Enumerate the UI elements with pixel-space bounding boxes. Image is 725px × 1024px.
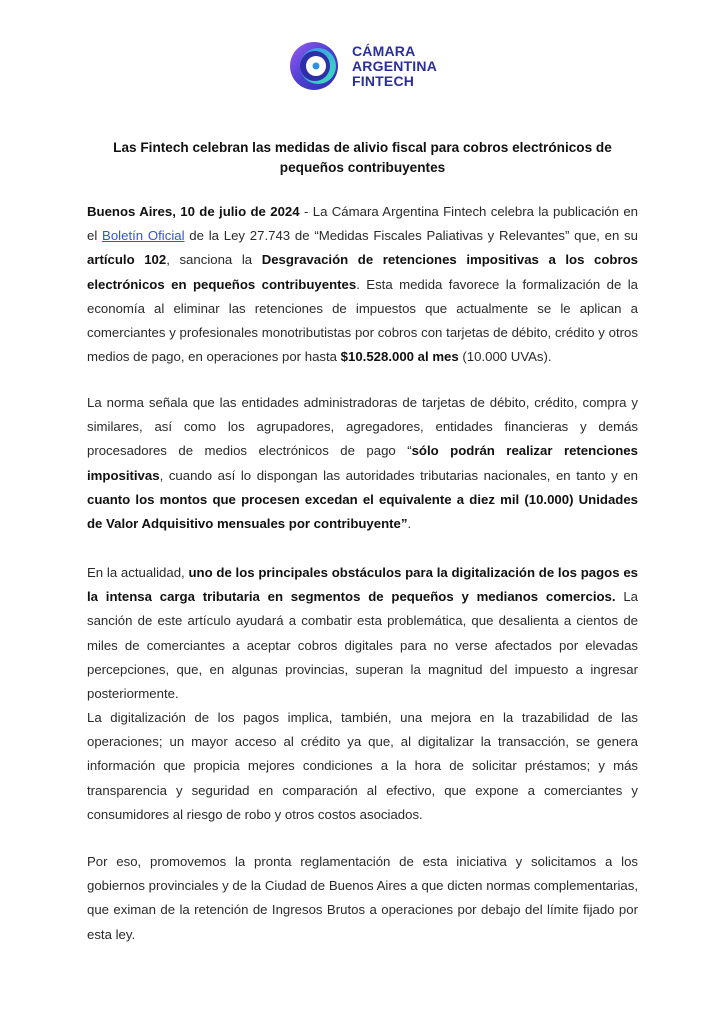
text: , sanciona la bbox=[166, 252, 262, 268]
bold-text: Desgravación de retenciones impositivas a los cobros electrónicos en pequeños contribuyentes bbox=[87, 252, 638, 292]
logo bbox=[287, 38, 467, 94]
paragraph-actualidad bbox=[87, 561, 638, 706]
bold-text: uno de los principales obstáculos para la digitalización de los pagos es la intensa carga tributaria en segmentos de pequeños y medianos comercios. bbox=[87, 565, 638, 605]
camara-fintech-logo-icon bbox=[287, 38, 343, 94]
text: - La Cámara Argentina Fintech celebra la publicación en el bbox=[87, 204, 638, 244]
logo-line-3: FINTECH bbox=[352, 72, 415, 89]
bold-text: artículo 102 bbox=[87, 252, 167, 268]
logo-line-1: CÁMARA bbox=[352, 42, 416, 59]
paragraph-conclusion bbox=[87, 850, 638, 947]
dateline: Buenos Aires, 10 de julio de 2024 bbox=[87, 204, 300, 219]
text: En la actualidad, bbox=[87, 565, 189, 580]
text: La digitalización de los pagos implica, también, una mejora en la trazabilidad de las operaciones; un mayor acceso al crédito ya que, al digitalizar la transacción, se genera información que propicia mejores condiciones a la hora de solicitar préstamos; y más transparencia y seguridad en comparación al efectivo, que expone a comerciantes y consumidores al riesgo de robo y otros costos asociados. bbox=[87, 710, 638, 822]
bold-text: cuanto los montos que procesen excedan el equivalente a diez mil (10.000) Unidades de Valor Adquisitivo mensuales por contribuyente” bbox=[87, 491, 638, 532]
bold-text: $10.528.000 al mes bbox=[340, 349, 459, 365]
logo-wordmark bbox=[352, 44, 437, 89]
paragraph-digitalizacion bbox=[87, 706, 638, 827]
paragraph-intro bbox=[87, 200, 638, 369]
text: (10.000 UVAs). bbox=[458, 349, 552, 365]
text: La sanción de este artículo ayudará a combatir esta problemática, que desalienta a cientos de miles de comerciantes a aceptar cobros digitales para no verse afectados por elevadas percepciones, que, en algunas provincias, superan la magnitud del impuesto a ingresar posteriormente. bbox=[87, 589, 638, 702]
logo-line-2: ARGENTINA bbox=[352, 57, 438, 74]
text: . bbox=[407, 516, 412, 532]
text: de la Ley 27.743 de “Medidas Fiscales Paliativas y Relevantes” que, en su bbox=[184, 228, 638, 244]
bold-text: sólo podrán realizar retenciones impositivas bbox=[87, 443, 638, 483]
paragraph-norma bbox=[87, 391, 638, 536]
text: Por eso, promovemos la pronta reglamentación de esta iniciativa y solicitamos a los gobiernos provinciales y de la Ciudad de Buenos Aires a que dicten normas complementarias, que eximan de la retención de Ingresos Brutos a operaciones por debajo del límite fijado por esta ley. bbox=[87, 854, 638, 942]
text: La norma señala que las entidades administradoras de tarjetas de débito, crédito, compra y similares, así como los agrupadores, agregadores, entidades financieras y demás procesadores de medios electrónicos de pago “ bbox=[87, 395, 638, 459]
text: , cuando así lo dispongan las autoridades tributarias nacionales, en tanto y en bbox=[159, 467, 638, 483]
page-title: Las Fintech celebran las medidas de alivio fiscal para cobros electrónicos de pequeños contribuyentes bbox=[113, 140, 612, 175]
boletin-oficial-link[interactable]: Boletín Oficial bbox=[102, 228, 185, 244]
text: . Esta medida favorece la formalización de la economía al eliminar las retenciones de impuestos que actualmente se le aplican a comerciantes y profesionales monotributistas por cobros con tarjetas de débito, crédito y otros medios de pago, en operaciones por hasta bbox=[87, 276, 638, 365]
